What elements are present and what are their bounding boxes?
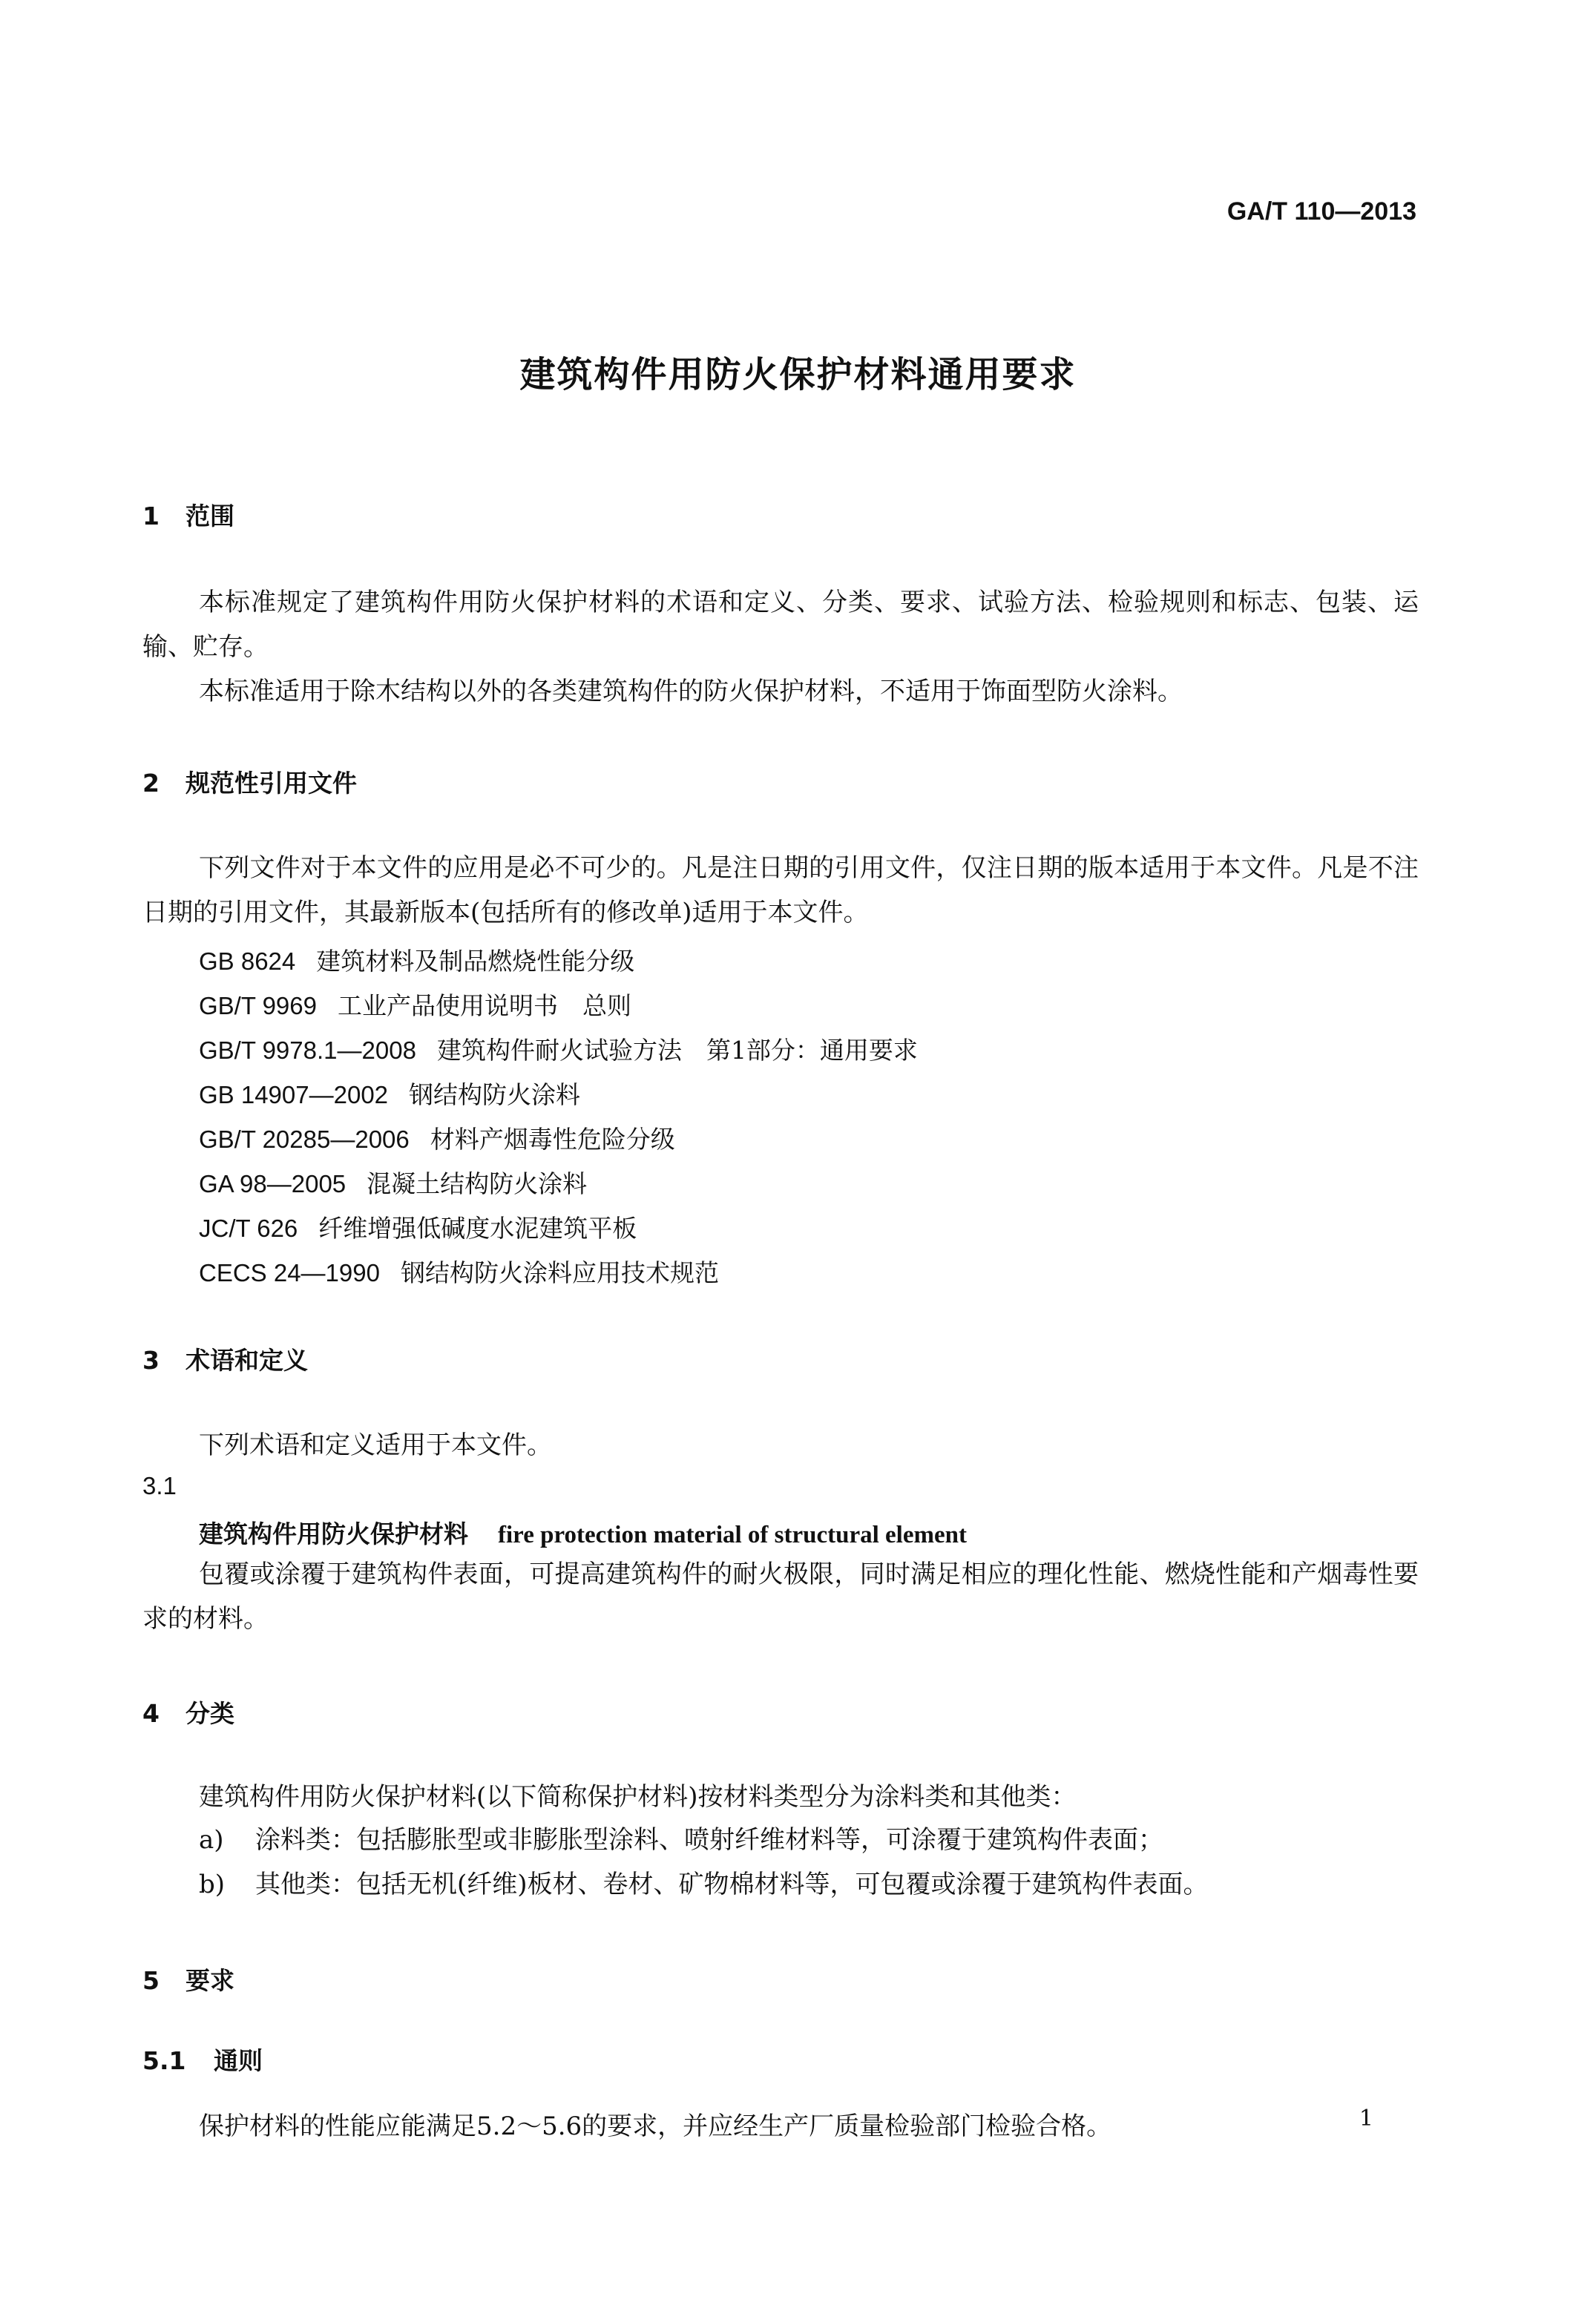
reference-title: 材料产烟毒性危险分级 xyxy=(430,1125,675,1154)
list-marker: b) xyxy=(199,1870,226,1899)
section-number: 1 xyxy=(142,502,160,530)
reference-code: CECS 24—1990 xyxy=(199,1259,380,1286)
reference-title: 钢结构防火涂料应用技术规范 xyxy=(400,1258,719,1287)
section-number: 2 xyxy=(142,769,160,798)
section-1-heading xyxy=(142,497,234,532)
subsection-title: 通则 xyxy=(214,2046,263,2075)
term-definition: 包覆或涂覆于建筑构件表面，可提高建筑构件的耐火极限，同时满足相应的理化性能、燃烧性能和产烟毒性要求的材料。 xyxy=(142,1560,1419,1634)
subsection-number: 5.1 xyxy=(142,2046,186,2075)
term-english: fire protection material of structural element xyxy=(498,1522,967,1548)
section-number: 3 xyxy=(142,1346,160,1375)
document-title: 建筑构件用防火保护材料通用要求 xyxy=(519,354,1077,395)
term-number: 3.1 xyxy=(142,1472,177,1499)
reference-code: GB 8624 xyxy=(199,947,296,975)
list-item xyxy=(199,1819,1163,1856)
section-3-heading xyxy=(142,1341,308,1376)
reference-code: GA 98—2005 xyxy=(199,1170,347,1197)
reference-item xyxy=(199,1120,675,1155)
reference-code: GB 14907—2002 xyxy=(199,1081,389,1108)
reference-code: GB/T 9978.1—2008 xyxy=(199,1036,416,1064)
reference-code: GB/T 20285—2006 xyxy=(199,1126,410,1153)
section-4-paragraph-1: 建筑构件用防火保护材料(以下简称保护材料)按材料类型分为涂料类和其他类： xyxy=(199,1782,1077,1812)
reference-title: 钢结构防火涂料 xyxy=(409,1080,581,1109)
reference-code: GB/T 9969 xyxy=(199,992,317,1019)
list-text: 涂料类：包括膨胀型或非膨胀型涂料、喷射纤维材料等，可涂覆于建筑构件表面； xyxy=(255,1825,1163,1855)
list-marker: a) xyxy=(199,1825,224,1855)
reference-item xyxy=(199,1165,587,1200)
reference-title: 混凝土结构防火涂料 xyxy=(367,1169,588,1198)
section-2-heading xyxy=(142,764,357,799)
section-title: 分类 xyxy=(185,1699,234,1728)
section-1-paragraph-2: 本标准适用于除木结构以外的各类建筑构件的防火保护材料，不适用于饰面型防火涂料。 xyxy=(199,677,1183,706)
section-title: 范围 xyxy=(185,502,234,530)
term-entry xyxy=(199,1515,967,1550)
section-1-paragraph-1: 本标准规定了建筑构件用防火保护材料的术语和定义、分类、要求、试验方法、检验规则和标志、包装、运输、贮存。 xyxy=(142,588,1419,662)
list-item xyxy=(199,1864,1209,1900)
reference-item xyxy=(199,1209,637,1244)
term-chinese: 建筑构件用防火保护材料 xyxy=(199,1519,468,1548)
section-number: 4 xyxy=(142,1699,160,1728)
section-number: 5 xyxy=(142,1966,160,1995)
reference-title: 建筑构件耐火试验方法 第1部分：通用要求 xyxy=(436,1036,918,1065)
list-text: 其他类：包括无机(纤维)板材、卷材、矿物棉材料等，可包覆或涂覆于建筑构件表面。 xyxy=(255,1870,1209,1899)
section-5-heading xyxy=(142,1962,234,1997)
standard-code: GA/T 110—2013 xyxy=(1226,197,1416,226)
reference-item xyxy=(199,1031,918,1066)
reference-code: JC/T 626 xyxy=(199,1215,298,1242)
reference-item xyxy=(199,1076,580,1111)
section-4-heading xyxy=(142,1695,234,1729)
reference-item xyxy=(199,942,634,977)
page-number: 1 xyxy=(1359,2106,1373,2132)
subsection-5-1-heading xyxy=(142,2042,263,2077)
section-title: 规范性引用文件 xyxy=(185,769,357,798)
section-3-paragraph-1: 下列术语和定义适用于本文件。 xyxy=(199,1430,552,1460)
reference-title: 建筑材料及制品燃烧性能分级 xyxy=(316,947,635,976)
section-title: 要求 xyxy=(185,1966,234,1995)
reference-title: 纤维增强低碱度水泥建筑平板 xyxy=(318,1214,637,1243)
section-title: 术语和定义 xyxy=(185,1346,308,1375)
subsection-5-1-paragraph: 保护材料的性能应能满足5.2～5.6的要求，并应经生产厂质量检验部门检验合格。 xyxy=(199,2112,1112,2141)
reference-title: 工业产品使用说明书 总则 xyxy=(338,991,631,1020)
reference-item xyxy=(199,987,631,1022)
section-2-paragraph-1: 下列文件对于本文件的应用是必不可少的。凡是注日期的引用文件，仅注日期的版本适用于本文件。凡是不注日期的引用文件，其最新版本(包括所有的修改单)适用于本文件。 xyxy=(142,853,1419,927)
reference-item xyxy=(199,1254,719,1289)
